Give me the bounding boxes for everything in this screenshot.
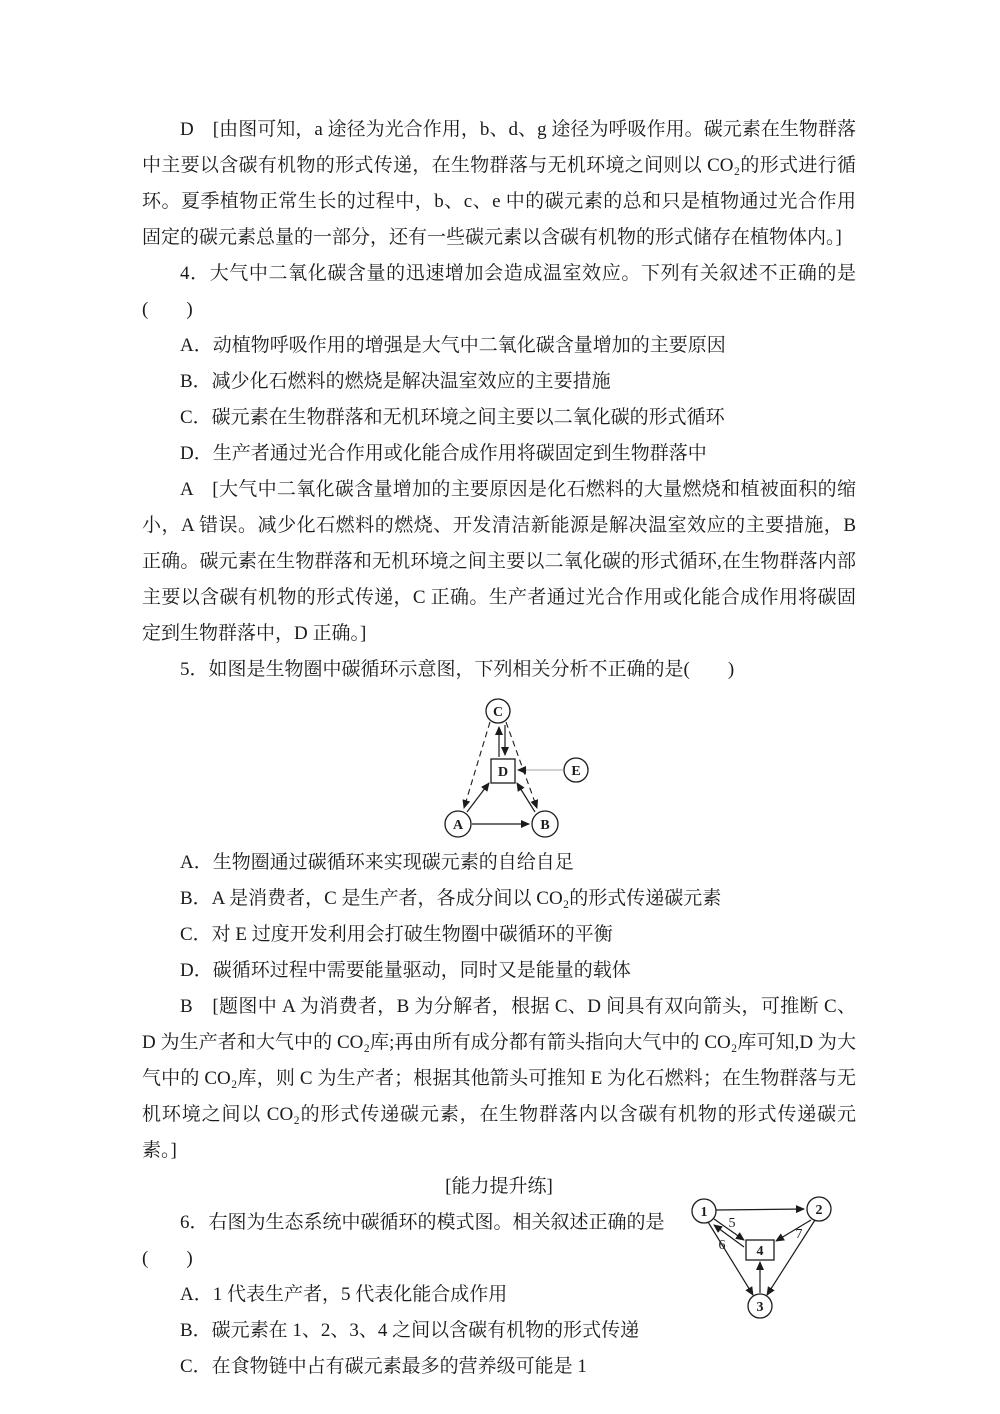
node-d-label: D: [497, 765, 509, 780]
node-4-label: 4: [756, 1244, 764, 1259]
text-column: [142, 112, 856, 1385]
question-4-option-c: C．碳元素在生物群落和无机环境之间主要以二氧化碳的形式循环: [180, 407, 725, 428]
edge-label-7: 7: [795, 1227, 803, 1242]
node-a-label: A: [452, 818, 464, 833]
edge-c-to-a-dashed: [464, 722, 490, 808]
question-6-option-b: B．碳元素在 1、2、3、4 之间以含碳有机物的形式传递: [180, 1320, 640, 1341]
node-1-label: 1: [700, 1205, 708, 1220]
carbon-cycle-diagram-q5: [423, 691, 663, 843]
question-5-option-c: C．对 E 过度开发利用会打破生物圈中碳循环的平衡: [180, 924, 613, 945]
question-6-option-c: C．在食物链中占有碳元素最多的营养级可能是 1: [180, 1356, 587, 1377]
node-2-label: 2: [815, 1203, 823, 1218]
answer-explanation-q4: A [大气中二氧化碳含量增加的主要原因是化石燃料的大量燃烧和植被面积的缩小，A 错误。减少化石燃料的燃烧、开发清洁新能源是解决温室效应的主要措施，B 正确。碳元素在生物群落和无机环境之间主要以二氧化碳的形式循环,在生物群落内部主要以含碳有机物的形式传递，C 正确。生产者通过光合作用或化能合成作用将碳固定到生物群落中，D 正确。]: [142, 479, 856, 644]
edge-2-to-4: [776, 1220, 811, 1241]
edge-label-5: 5: [728, 1216, 736, 1231]
node-c-label: C: [492, 705, 504, 720]
edge-b-to-d: [517, 783, 535, 812]
node-e-label: E: [571, 764, 581, 779]
question-5-option-b: B．A 是消费者，C 是生产者，各成分间以 CO₂的形式传递碳元素: [180, 888, 722, 909]
question-5-option-a: A．生物圈通过碳循环来实现碳元素的自给自足: [180, 852, 574, 873]
edge-a-to-d: [467, 783, 489, 812]
section-header: [能力提升练]: [445, 1176, 553, 1197]
edge-1-to-2: [716, 1209, 804, 1210]
question-6-option-a: A．1 代表生产者，5 代表化能合成作用: [180, 1284, 508, 1305]
question-4-stem: 4．大气中二氧化碳含量的迅速增加会造成温室效应。下列有关叙述不正确的是( ): [142, 263, 856, 320]
question-4-option-d: D．生产者通过光合作用或化能合成作用将碳固定到生物群落中: [180, 443, 707, 464]
question-6-paren: ( ): [142, 1248, 193, 1269]
carbon-cycle-diagram-q6: [678, 1191, 868, 1341]
node-b-label: B: [540, 818, 550, 833]
carbon-cycle-diagram-q6-svg: [678, 1191, 868, 1341]
answer-explanation-q3: D [由图可知，a 途径为光合作用，b、d、g 途径为呼吸作用。碳元素在生物群落中主要以含碳有机物的形式传递，在生物群落与无机环境之间则以 CO₂的形式进行循环。夏季植物正常生长的过程中，b、c、e 中的碳元素的总和只是植物通过光合作用固定的碳元素总量的一部分，还有一些碳元素以含碳有机物的形式储存在植物体内。]: [142, 119, 856, 248]
carbon-cycle-diagram-q5-svg: [423, 691, 663, 843]
question-4-option-a: A．动植物呼吸作用的增强是大气中二氧化碳含量增加的主要原因: [180, 335, 726, 356]
question-4-option-b: B．减少化石燃料的燃烧是解决温室效应的主要措施: [180, 371, 611, 392]
edge-label-6: 6: [718, 1238, 726, 1253]
answer-explanation-q5: B [题图中 A 为消费者，B 为分解者，根据 C、D 间具有双向箭头，可推断 C、D 为生产者和大气中的 CO₂库;再由所有成分都有箭头指向大气中的 CO₂库可知,D 为大气中的 CO₂库，则 C 为生产者；根据其他箭头可推知 E 为化石燃料；在生物群落与无机环境之间以 CO₂的形式传递碳元素，在生物群落内以含碳有机物的形式传递碳元素。]: [142, 996, 856, 1161]
question-6-block: [142, 1205, 856, 1385]
question-5-option-d: D．碳循环过程中需要能量驱动，同时又是能量的载体: [180, 960, 631, 981]
question-5-stem: 5．如图是生物圈中碳循环示意图，下列相关分析不正确的是( ): [180, 659, 735, 680]
node-3-label: 3: [756, 1300, 764, 1315]
question-6-stem: 6．右图为生态系统中碳循环的模式图。相关叙述正确的是: [180, 1212, 665, 1233]
